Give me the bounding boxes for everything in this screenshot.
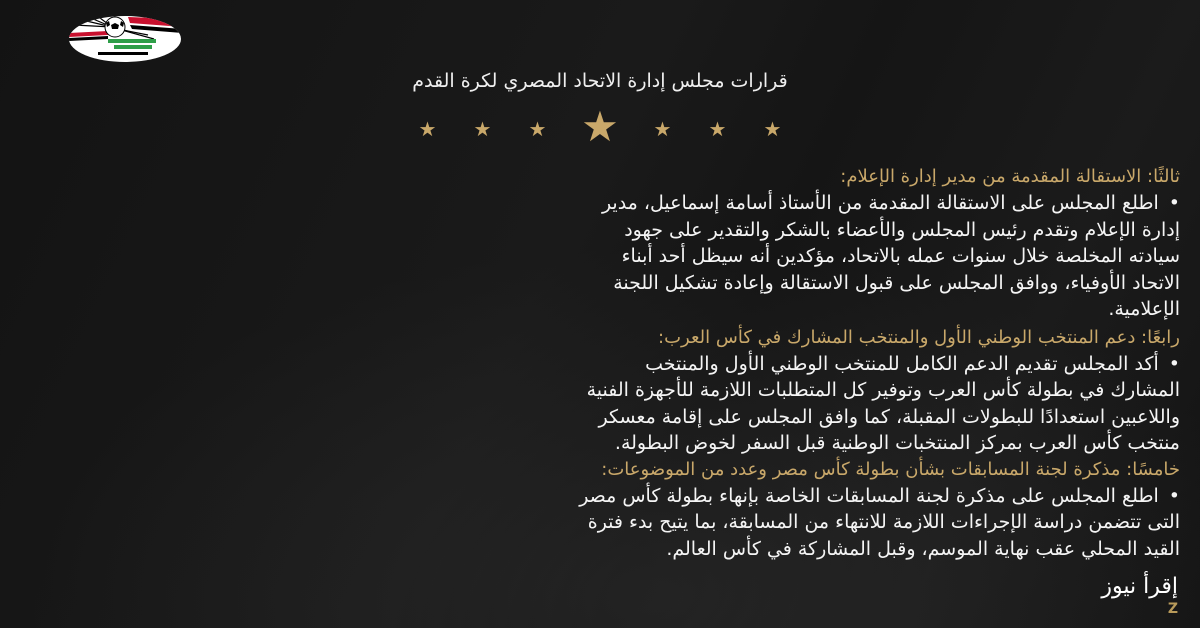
- star-icon: ★: [418, 117, 437, 141]
- decisions-content: [30, 164, 1180, 562]
- star-icon: ★: [763, 117, 782, 141]
- paragraph-line: إدارة الإعلام وتقدم رئيس المجلس والأعضاء بالشكر والتقدير على جهود: [624, 218, 1180, 241]
- section-fourth-national-team-support: [30, 325, 1180, 457]
- paragraph-line: سيادته المخلصة خلال سنوات عمله بالاتحاد، مؤكدين أنه سيظل أحد أبناء: [621, 245, 1180, 267]
- paragraph-line: الاتحاد الأوفياء، ووافق المجلس على قبول الاستقالة وإعادة تشكيل اللجنة: [613, 271, 1180, 294]
- star-icon: ★: [528, 117, 547, 141]
- section-heading: خامسًا: مذكرة لجنة المسابقات بشأن بطولة كأس مصر وعدد من الموضوعات:: [601, 458, 1180, 480]
- paragraph-line: القيد المحلي عقب نهاية الموسم، وقبل المشاركة في كأس العالم.: [666, 537, 1180, 560]
- paragraph-line: •اطلع المجلس على الاستقالة المقدمة من الأستاذ أسامة إسماعيل، مدير: [601, 192, 1180, 214]
- page-title: قرارات مجلس إدارة الاتحاد المصري لكرة القدم: [412, 70, 788, 92]
- section-heading: رابعًا: دعم المنتخب الوطني الأول والمنتخب المشارك في كأس العرب:: [658, 326, 1180, 348]
- star-icon: ★: [708, 117, 727, 141]
- bullet-icon: •: [1168, 484, 1180, 507]
- paragraph-line: المشارك في بطولة كأس العرب وتوفير كل المتطلبات اللازمة للأجهزة الفنية: [586, 379, 1180, 401]
- section-heading: ثالثًا: الاستقالة المقدمة من مدير إدارة الإعلام:: [840, 166, 1180, 187]
- section-paragraph: [30, 351, 1180, 457]
- paragraph-line: واللاعبين استعدادًا للبطولات المقبلة، كما وافق المجلس على إقامة معسكر: [598, 405, 1180, 428]
- iqraa-news-watermark: إقرأ نيوز: [1101, 574, 1178, 599]
- section-paragraph: [30, 190, 1180, 323]
- paragraph-line: •أكد المجلس تقديم الدعم الكامل للمنتخب الوطني الأول والمنتخب: [645, 352, 1180, 375]
- section-fifth-competitions-committee: [30, 457, 1180, 563]
- bullet-icon: •: [1168, 352, 1180, 375]
- stars-divider: [0, 102, 1200, 151]
- iqraa-news-logo-icon: Z: [1167, 601, 1178, 617]
- section-third-media-resignation: [30, 164, 1180, 323]
- star-icon: ★: [473, 117, 492, 141]
- efa-emblem-icon: [68, 15, 182, 63]
- paragraph-line: •اطلع المجلس على مذكرة لجنة المسابقات الخاصة بإنهاء بطولة كأس مصر: [579, 484, 1180, 507]
- bullet-icon: •: [1168, 192, 1180, 214]
- star-icon-large: ★: [581, 102, 619, 151]
- paragraph-line: الإعلامية.: [1108, 298, 1180, 320]
- paragraph-line: التى تتضمن دراسة الإجراءات اللازمة للانتهاء من المسابقة، بما يتيح بدء فترة: [587, 511, 1180, 533]
- paragraph-line: منتخب كأس العرب بمركز المنتخبات الوطنية قبل السفر لخوض البطولة.: [614, 432, 1180, 454]
- efa-logo: [68, 15, 182, 63]
- star-icon: ★: [653, 117, 672, 141]
- section-paragraph: [30, 483, 1180, 563]
